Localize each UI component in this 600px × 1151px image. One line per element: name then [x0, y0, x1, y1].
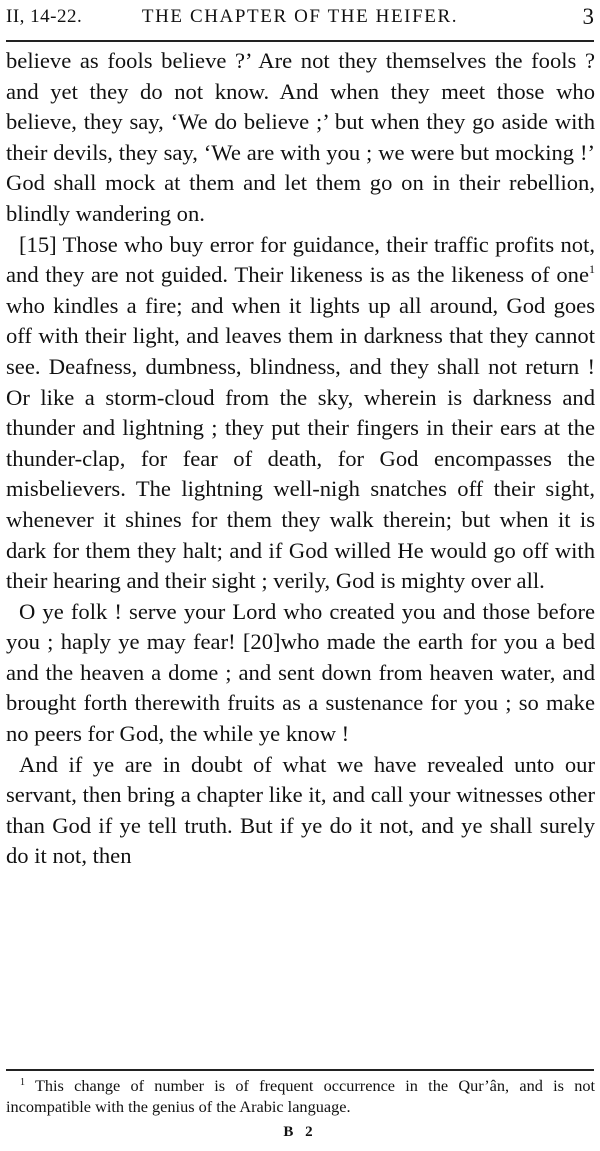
signature-mark: B 2 [283, 1124, 317, 1140]
footnote [6, 1075, 595, 1117]
paragraph-1: believe as fools believe ?’ Are not they themselves the fools ? and yet they do not know. And when they meet those who believe, they say, ‘We do believe ;’ but when they go aside with their devils, they say, ‘We are with you ; we were but mocking !’ God shall mock at them and let them go on in their rebellion, blindly wandering on. [6, 48, 595, 226]
paragraph-3-text-b: who made the earth for you a bed and the heaven a dome ; and sent down from heaven water, and brought forth therewith fruits as a sustenance for you ; so make no peers for God, the while ye know ! [6, 629, 595, 747]
paragraph-2-text-a: Those who buy error for guidance, their traffic profits not, and they are not guided. Their likeness is as the likeness of one [6, 231, 595, 288]
chapter-verse-reference: II, 14-22. [6, 6, 83, 27]
footnote-text: This change of number is of frequent occurrence in the Qur’ân, and is not incompatible with the genius of the Arabic language. [6, 1076, 595, 1116]
footnote-mark: 1 [20, 1077, 25, 1088]
footnote-reference: 1 [589, 262, 595, 277]
paragraph-3-text-a: O ye folk ! serve your Lord who created you and those before you ; haply ye may fear! [6, 598, 595, 655]
paragraph-2-text-b: who kindles a fire; and when it lights up all around, God goes off with their light, and leaves them in darkness that they cannot see. Deafness, dumbness, blindness, and they shall not return ! Or like a storm-cloud from the sky, wherein is darkness and thunder and lightning ; they put their fingers in their ears at the thunder-clap, for fear of death, for God encompasses the misbelievers. The lightning well-nigh snatches off their sight, whenever it shines for them they walk therein; but when it is dark for them they halt; and if God willed He would go off with their hearing and their sight ; verily, God is mighty over all. [6, 292, 595, 594]
footnote-rule [6, 1069, 594, 1071]
header-rule [6, 40, 594, 42]
running-header [6, 4, 594, 34]
verse-marker-15: [15] [19, 231, 57, 257]
paragraph-2 [6, 230, 595, 597]
paragraph-4: And if ye are in doubt of what we have revealed unto our servant, then bring a chapter like it, and call your witnesses other than God if ye tell truth. But if ye do it not, and ye shall surely do it not, then [6, 751, 595, 869]
paragraph-3 [6, 597, 595, 750]
page-number: 3 [582, 4, 594, 29]
main-text [6, 46, 595, 872]
verse-marker-20: [20] [242, 629, 281, 655]
running-title: THE CHAPTER OF THE HEIFER. [141, 6, 459, 27]
